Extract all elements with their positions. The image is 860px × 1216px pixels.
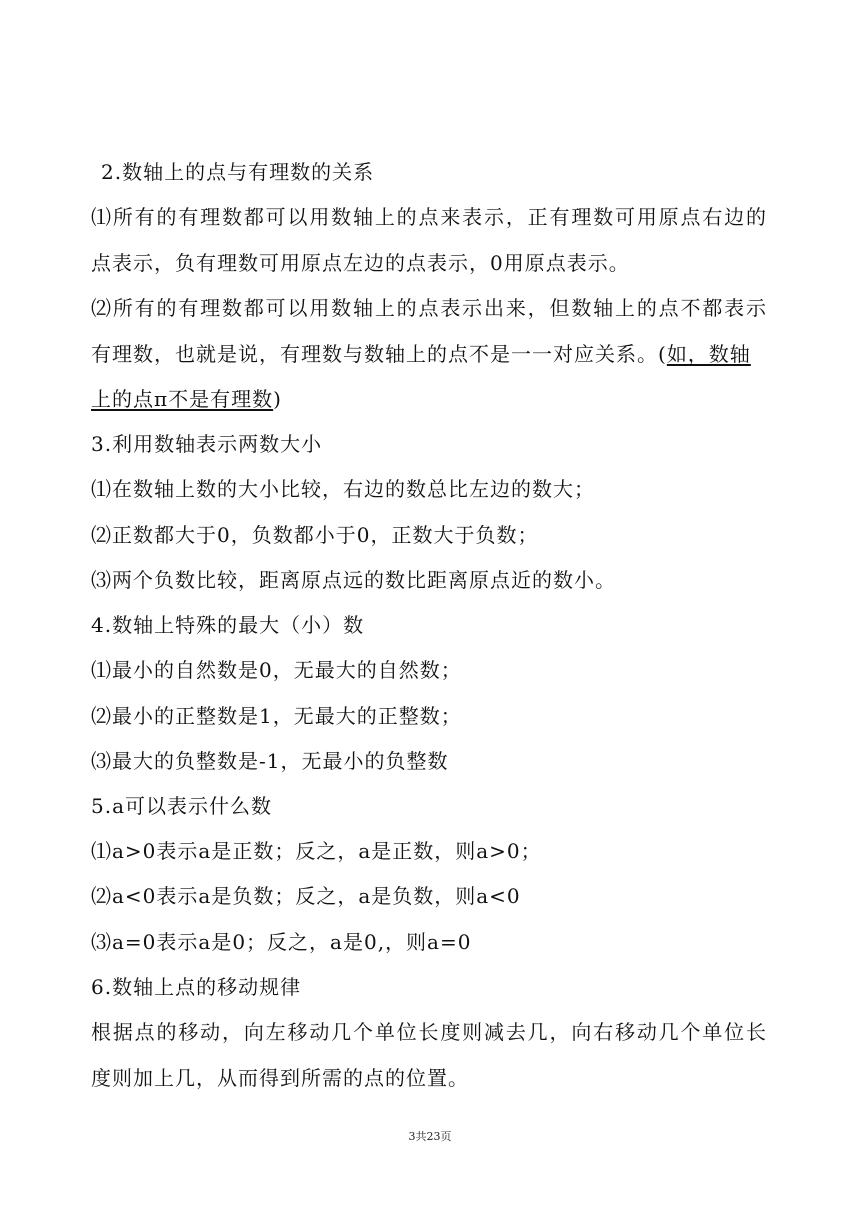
page-number-footer: 3共23页 [408,1130,452,1143]
section-6-heading: 6.数轴上点的移动规律 [91,975,302,999]
section-5-item-3: ⑶a=0表示a是0；反之，a是0,，则a=0 [91,930,472,954]
section-2-paragraph-1-line-1: ⑴所有的有理数都可以用数轴上的点来表示，正有理数可用原点右边的 [91,205,767,229]
section-3-item-2: ⑵正数都大于0，负数都小于0，正数大于负数； [91,523,539,547]
section-2-paragraph-2-line-2 [91,342,751,366]
section-6-paragraph-line-2: 度则加上几，从而得到所需的点的位置。 [91,1066,469,1090]
section-4-item-2: ⑵最小的正整数是1，无最大的正整数； [91,704,462,728]
section-3-item-3: ⑶两个负数比较，距离原点远的数比距离原点近的数小。 [91,568,616,592]
section-6-paragraph-line-1: 根据点的移动，向左移动几个单位长度则减去几，向右移动几个单位长 [91,1020,767,1044]
section-5-heading: 5.a可以表示什么数 [91,794,273,818]
underlined-example-text: 如，数轴 [666,342,751,366]
underlined-example-text-continued: 上的点π不是有理数 [91,387,274,411]
section-3-heading: 3.利用数轴表示两数大小 [91,432,323,456]
paragraph-text: 有理数，也就是说，有理数与数轴上的点不是一一对应关系。( [91,342,667,366]
section-4-item-1: ⑴最小的自然数是0，无最大的自然数； [91,658,462,682]
closing-parenthesis: ) [273,387,282,411]
section-5-item-2: ⑵a<0表示a是负数；反之，a是负数，则a<0 [91,884,521,908]
section-2-paragraph-2-line-3 [91,387,282,411]
section-2-paragraph-1-line-2: 点表示，负有理数可用原点左边的点表示，0用原点表示。 [91,251,630,275]
section-3-item-1: ⑴在数轴上数的大小比较，右边的数总比左边的数大； [91,477,595,501]
section-2-paragraph-2-line-1: ⑵所有的有理数都可以用数轴上的点表示出来，但数轴上的点不都表示 [91,296,767,320]
section-4-heading: 4.数轴上特殊的最大（小）数 [91,613,365,637]
section-4-item-3: ⑶最大的负整数是-1，无最小的负整数 [91,749,449,773]
section-5-item-1: ⑴a>0表示a是正数；反之，a是正数，则a>0； [91,839,542,863]
section-2-heading: 2.数轴上的点与有理数的关系 [101,160,375,184]
